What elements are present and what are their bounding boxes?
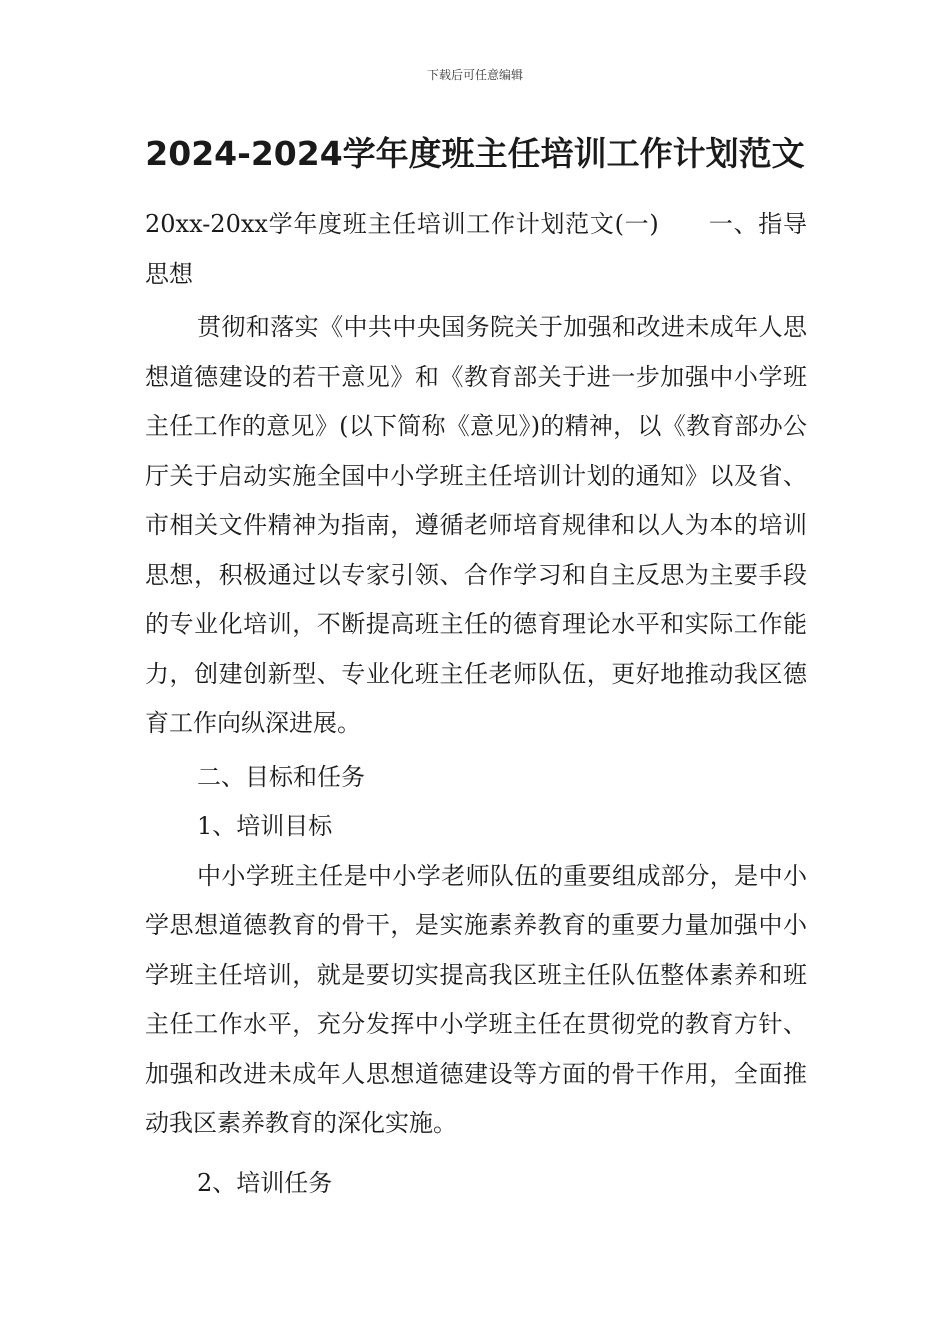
document-title: 2024-2024学年度班主任培训工作计划范文: [145, 134, 805, 173]
intro-paragraph: 20xx-20xx学年度班主任培训工作计划范文(一) 一、指导思想: [145, 210, 807, 288]
document-body: [145, 200, 807, 1208]
section-heading-goals-tasks: 二、目标和任务: [197, 762, 365, 791]
subheading-training-tasks: 2、培训任务: [197, 1168, 333, 1197]
page-header-note: 下载后可任意编辑: [426, 68, 523, 82]
training-goals-paragraph: 中小学班主任是中小学老师队伍的重要组成部分，是中小学思想道德教育的骨干，是实施素养教育的重要力量加强中小学班主任培训，就是要切实提高我区班主任队伍整体素养和班主任工作水平，充分发挥中小学班主任在贯彻党的教育方针、加强和改进未成年人思想道德建设等方面的骨干作用，全面推动我区素养教育的深化实施。: [145, 861, 807, 1137]
guiding-ideology-paragraph: 贯彻和落实《中共中央国务院关于加强和改进未成年人思想道德建设的若干意见》和《教育部关于进一步加强中小学班主任工作的意见》(以下简称《意见》)的精神，以《教育部办公厅关于启动实施全国中小学班主任培训计划的通知》以及省、市相关文件精神为指南，遵循老师培育规律和以人为本的培训思想，积极通过以专家引领、合作学习和自主反思为主要手段的专业化培训，不断提高班主任的德育理论水平和实际工作能力，创建创新型、专业化班主任老师队伍，更好地推动我区德育工作向纵深进展。: [145, 313, 807, 737]
subheading-training-goals: 1、培训目标: [197, 812, 333, 840]
